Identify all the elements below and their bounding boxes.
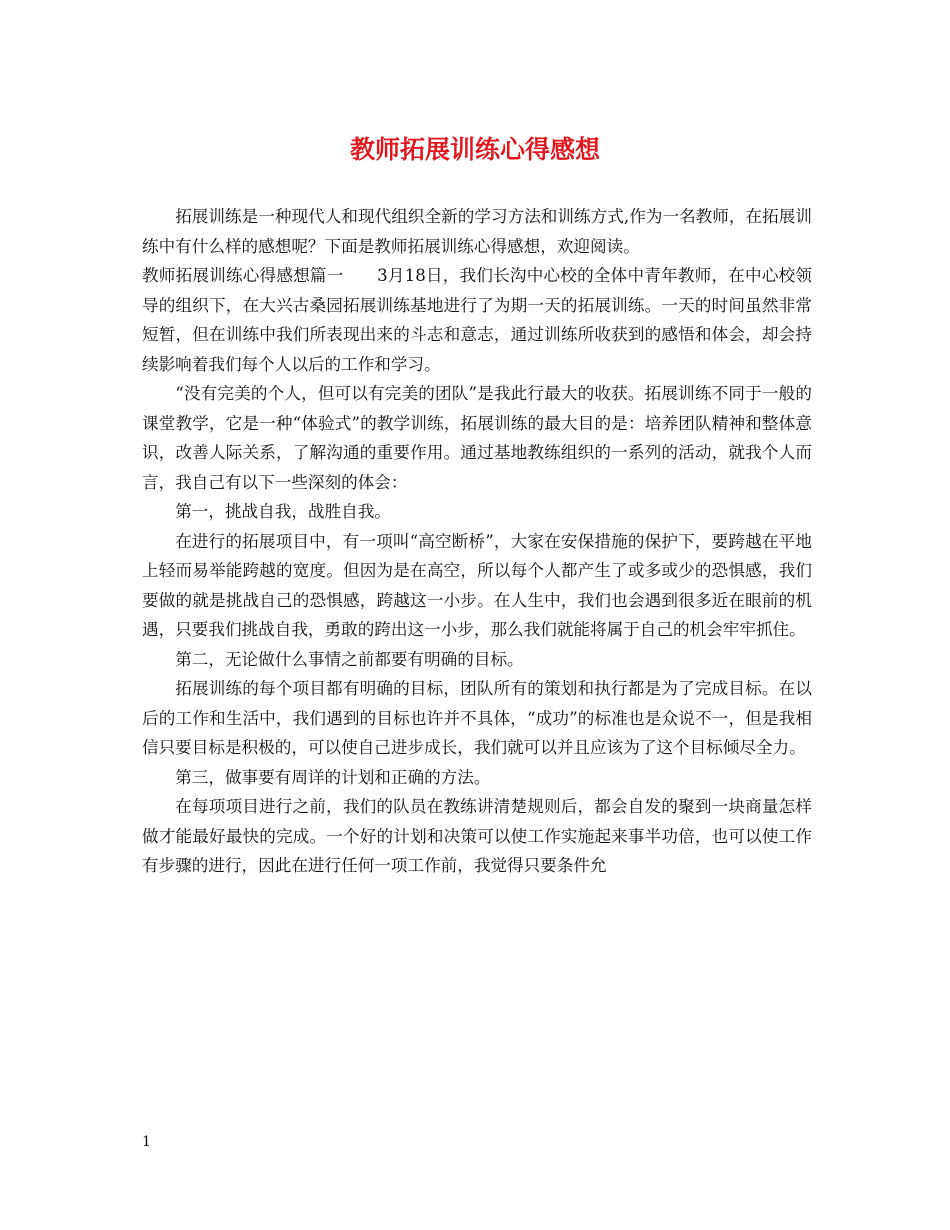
paragraph-team: “没有完美的个人，但可以有完美的团队”是我此行最大的收获。拓展训练不同于一般的课堂教学，它是一种“体验式”的教学训练，拓展训练的最大目的是：培养团队精神和整体意识，改善人际关系，了解沟通的重要作用。通过基地教练组织的一系列的活动，就我个人而言，我自己有以下一些深刻的体会：: [142, 384, 812, 492]
paragraph-point-one-body: 在进行的拓展项目中，有一项叫“高空断桥”，大家在安保措施的保护下，要跨越在平地上轻而易举能跨越的宽度。但因为是在高空，所以每个人都产生了或多或少的恐惧感，我们要做的就是挑战自己的恐惧感，跨越这一小步。在人生中，我们也会遇到很多近在眼前的机遇，只要我们挑战自我，勇敢的跨出这一小步，那么我们就能将属于自己的机会牢牢抓住。: [142, 531, 812, 639]
document-title: 教师拓展训练心得感想: [349, 135, 600, 164]
paragraph-point-two-body: 拓展训练的每个项目都有明确的目标，团队所有的策划和执行都是为了完成目标。在以后的工作和生活中，我们遇到的目标也许并不具体，“成功”的标准也是众说不一，但是我相信只要目标是积极的，可以使自己进步成长，我们就可以并且应该为了这个目标倾尽全力。: [142, 679, 812, 757]
page-number: 1: [142, 1134, 151, 1150]
paragraph-point-three-body: 在每项项目进行之前，我们的队员在教练讲清楚规则后，都会自发的聚到一块商量怎样做才能最好最快的完成。一个好的计划和决策可以使工作实施起来事半功倍，也可以使工作有步骤的进行，因此在进行任何一项工作前，我觉得只要条件允: [142, 797, 812, 875]
paragraph-point-two-heading: 第二，无论做什么事情之前都要有明确的目标。: [175, 649, 524, 669]
paragraph-point-three-heading: 第三，做事要有周详的计划和正确的方法。: [175, 767, 491, 787]
paragraph-intro: 拓展训练是一种现代人和现代组织全新的学习方法和训练方式,作为一名教师，在拓展训练中有什么样的感想呢？下面是教师拓展训练心得感想，欢迎阅读。: [142, 207, 812, 256]
paragraph-point-one-heading: 第一，挑战自我，战胜自我。: [175, 502, 391, 521]
document-body: [142, 202, 812, 881]
paragraph-part-one: 教师拓展训练心得感想篇一 3月18日，我们长沟中心校的全体中青年教师，在中心校领导的组织下，在大兴古桑园拓展训练基地进行了为期一天的拓展训练。一天的时间虽然非常短暂，但在训练中我们所表现出来的斗志和意志，通过训练所收获到的感悟和体会，却会持续影响着我们每个人以后的工作和学习。: [142, 266, 812, 374]
